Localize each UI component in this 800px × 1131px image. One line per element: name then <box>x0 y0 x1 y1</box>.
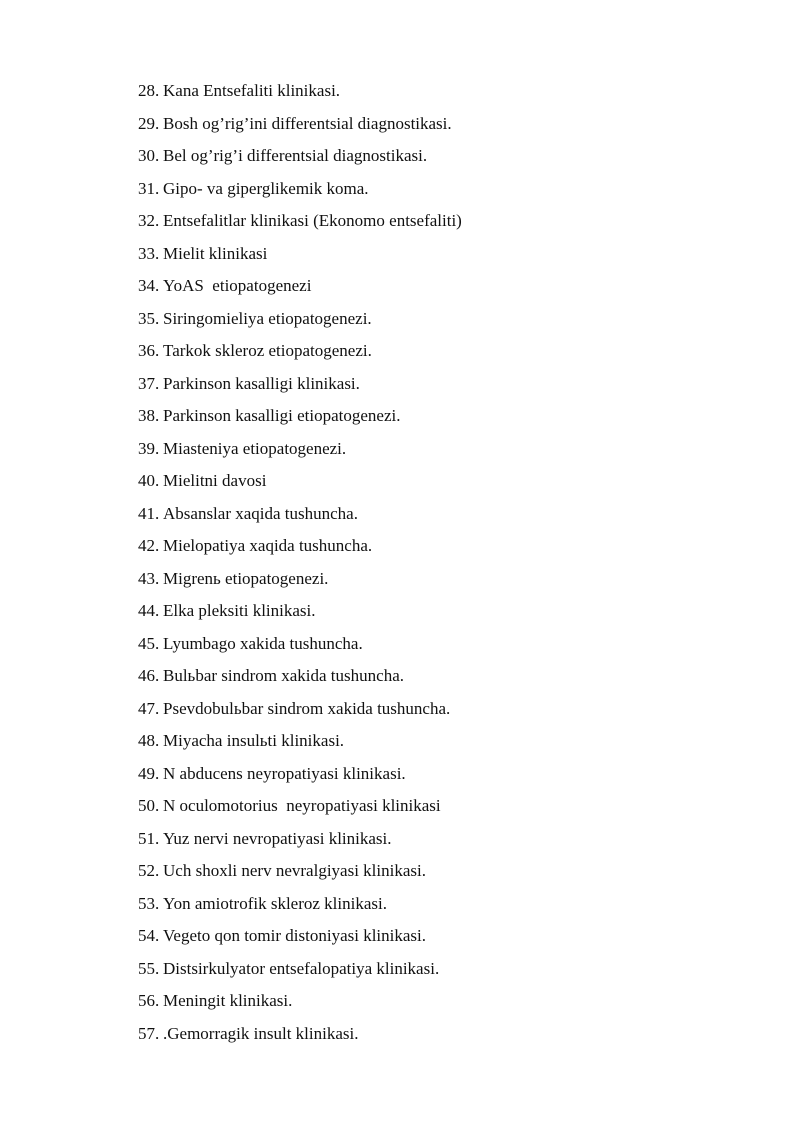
item-text: Yuz nervi nevropatiyasi klinikasi. <box>163 828 392 848</box>
list-item <box>138 368 462 401</box>
item-number: 55. <box>138 958 160 978</box>
list-item <box>138 790 462 823</box>
item-text: Absanslar xaqida tushuncha. <box>163 503 358 523</box>
item-number: 38. <box>138 406 160 425</box>
list-item <box>138 693 462 726</box>
item-text: .Gemorragik insult klinikasi. <box>163 1023 359 1043</box>
list-item <box>138 205 462 238</box>
list-item <box>138 920 462 953</box>
item-text: Mielitni davosi <box>163 471 267 490</box>
item-number: 28. <box>138 81 160 100</box>
item-number: 42. <box>138 536 160 555</box>
item-text: Bosh og’rig’ini differentsial diagnostikasi. <box>163 113 452 133</box>
item-number: 46. <box>138 666 160 685</box>
item-text: N abducens neyropatiyasi klinikasi. <box>163 763 406 783</box>
item-text: Parkinson kasalligi etiopatogenezi. <box>163 406 401 425</box>
list-item <box>138 563 462 596</box>
item-number: 39. <box>138 438 160 458</box>
item-number: 44. <box>138 601 160 620</box>
list-item <box>138 855 462 888</box>
item-number: 45. <box>138 633 160 653</box>
item-number: 43. <box>138 568 160 588</box>
item-text: N oculomotorius neyropatiyasi klinikasi <box>163 796 441 815</box>
list-item <box>138 888 462 921</box>
list-item <box>138 985 462 1018</box>
item-number: 30. <box>138 146 160 165</box>
item-text: Migrenь etiopatogenezi. <box>163 568 329 588</box>
list-item <box>138 270 462 303</box>
item-text: Distsirkulyator entsefalopatiya klinikasi. <box>163 958 440 978</box>
item-number: 49. <box>138 763 160 783</box>
item-text: Tarkok skleroz etiopatogenezi. <box>163 341 372 360</box>
item-text: Miasteniya etiopatogenezi. <box>163 438 347 458</box>
item-number: 47. <box>138 698 160 718</box>
item-number: 40. <box>138 471 160 490</box>
item-number: 33. <box>138 243 160 263</box>
item-number: 51. <box>138 828 160 848</box>
list-item <box>138 433 462 466</box>
list-item <box>138 108 462 141</box>
question-list <box>138 75 462 1050</box>
item-text: Bel og’rig’i differentsial diagnostikasi. <box>163 146 428 165</box>
list-item <box>138 953 462 986</box>
item-text: Meningit klinikasi. <box>163 991 293 1010</box>
item-number: 35. <box>138 308 160 328</box>
item-text: Siringomieliya etiopatogenezi. <box>163 308 372 328</box>
list-item <box>138 465 462 498</box>
item-number: 31. <box>138 178 160 198</box>
item-text: Vegeto qon tomir distoniyasi klinikasi. <box>163 926 427 945</box>
item-number: 41. <box>138 503 160 523</box>
item-text: Gipo- va giperglikemik koma. <box>163 178 369 198</box>
list-item <box>138 725 462 758</box>
list-item <box>138 595 462 628</box>
list-item <box>138 303 462 336</box>
item-number: 50. <box>138 796 160 815</box>
list-item <box>138 823 462 856</box>
item-number: 52. <box>138 861 160 880</box>
list-item <box>138 238 462 271</box>
list-item <box>138 335 462 368</box>
item-number: 32. <box>138 211 160 230</box>
item-text: Entsefalitlar klinikasi (Ekonomo entsefaliti) <box>163 211 462 230</box>
item-number: 37. <box>138 373 160 393</box>
item-number: 53. <box>138 893 160 913</box>
item-number: 48. <box>138 731 160 750</box>
item-number: 29. <box>138 113 160 133</box>
list-item <box>138 498 462 531</box>
item-number: 34. <box>138 276 160 295</box>
item-text: Mielit klinikasi <box>163 243 268 263</box>
item-number: 54. <box>138 926 160 945</box>
item-text: Bulьbar sindrom xakida tushuncha. <box>163 666 404 685</box>
item-text: YoAS etiopatogenezi <box>163 276 312 295</box>
list-item <box>138 530 462 563</box>
item-number: 36. <box>138 341 160 360</box>
list-item <box>138 75 462 108</box>
item-text: Psevdobulьbar sindrom xakida tushuncha. <box>163 698 451 718</box>
item-number: 57. <box>138 1023 160 1043</box>
list-item <box>138 660 462 693</box>
list-item <box>138 173 462 206</box>
item-number: 56. <box>138 991 160 1010</box>
item-text: Uch shoxli nerv nevralgiyasi klinikasi. <box>163 861 426 880</box>
item-text: Parkinson kasalligi klinikasi. <box>163 373 360 393</box>
list-item <box>138 628 462 661</box>
item-text: Miyacha insulьti klinikasi. <box>163 731 345 750</box>
item-text: Kana Entsefaliti klinikasi. <box>163 81 341 100</box>
list-item <box>138 1018 462 1051</box>
list-item <box>138 400 462 433</box>
item-text: Lyumbago xakida tushuncha. <box>163 633 363 653</box>
item-text: Elka pleksiti klinikasi. <box>163 601 316 620</box>
item-text: Mielopatiya xaqida tushuncha. <box>163 536 373 555</box>
list-item <box>138 758 462 791</box>
list-item <box>138 140 462 173</box>
item-text: Yon amiotrofik skleroz klinikasi. <box>163 893 387 913</box>
